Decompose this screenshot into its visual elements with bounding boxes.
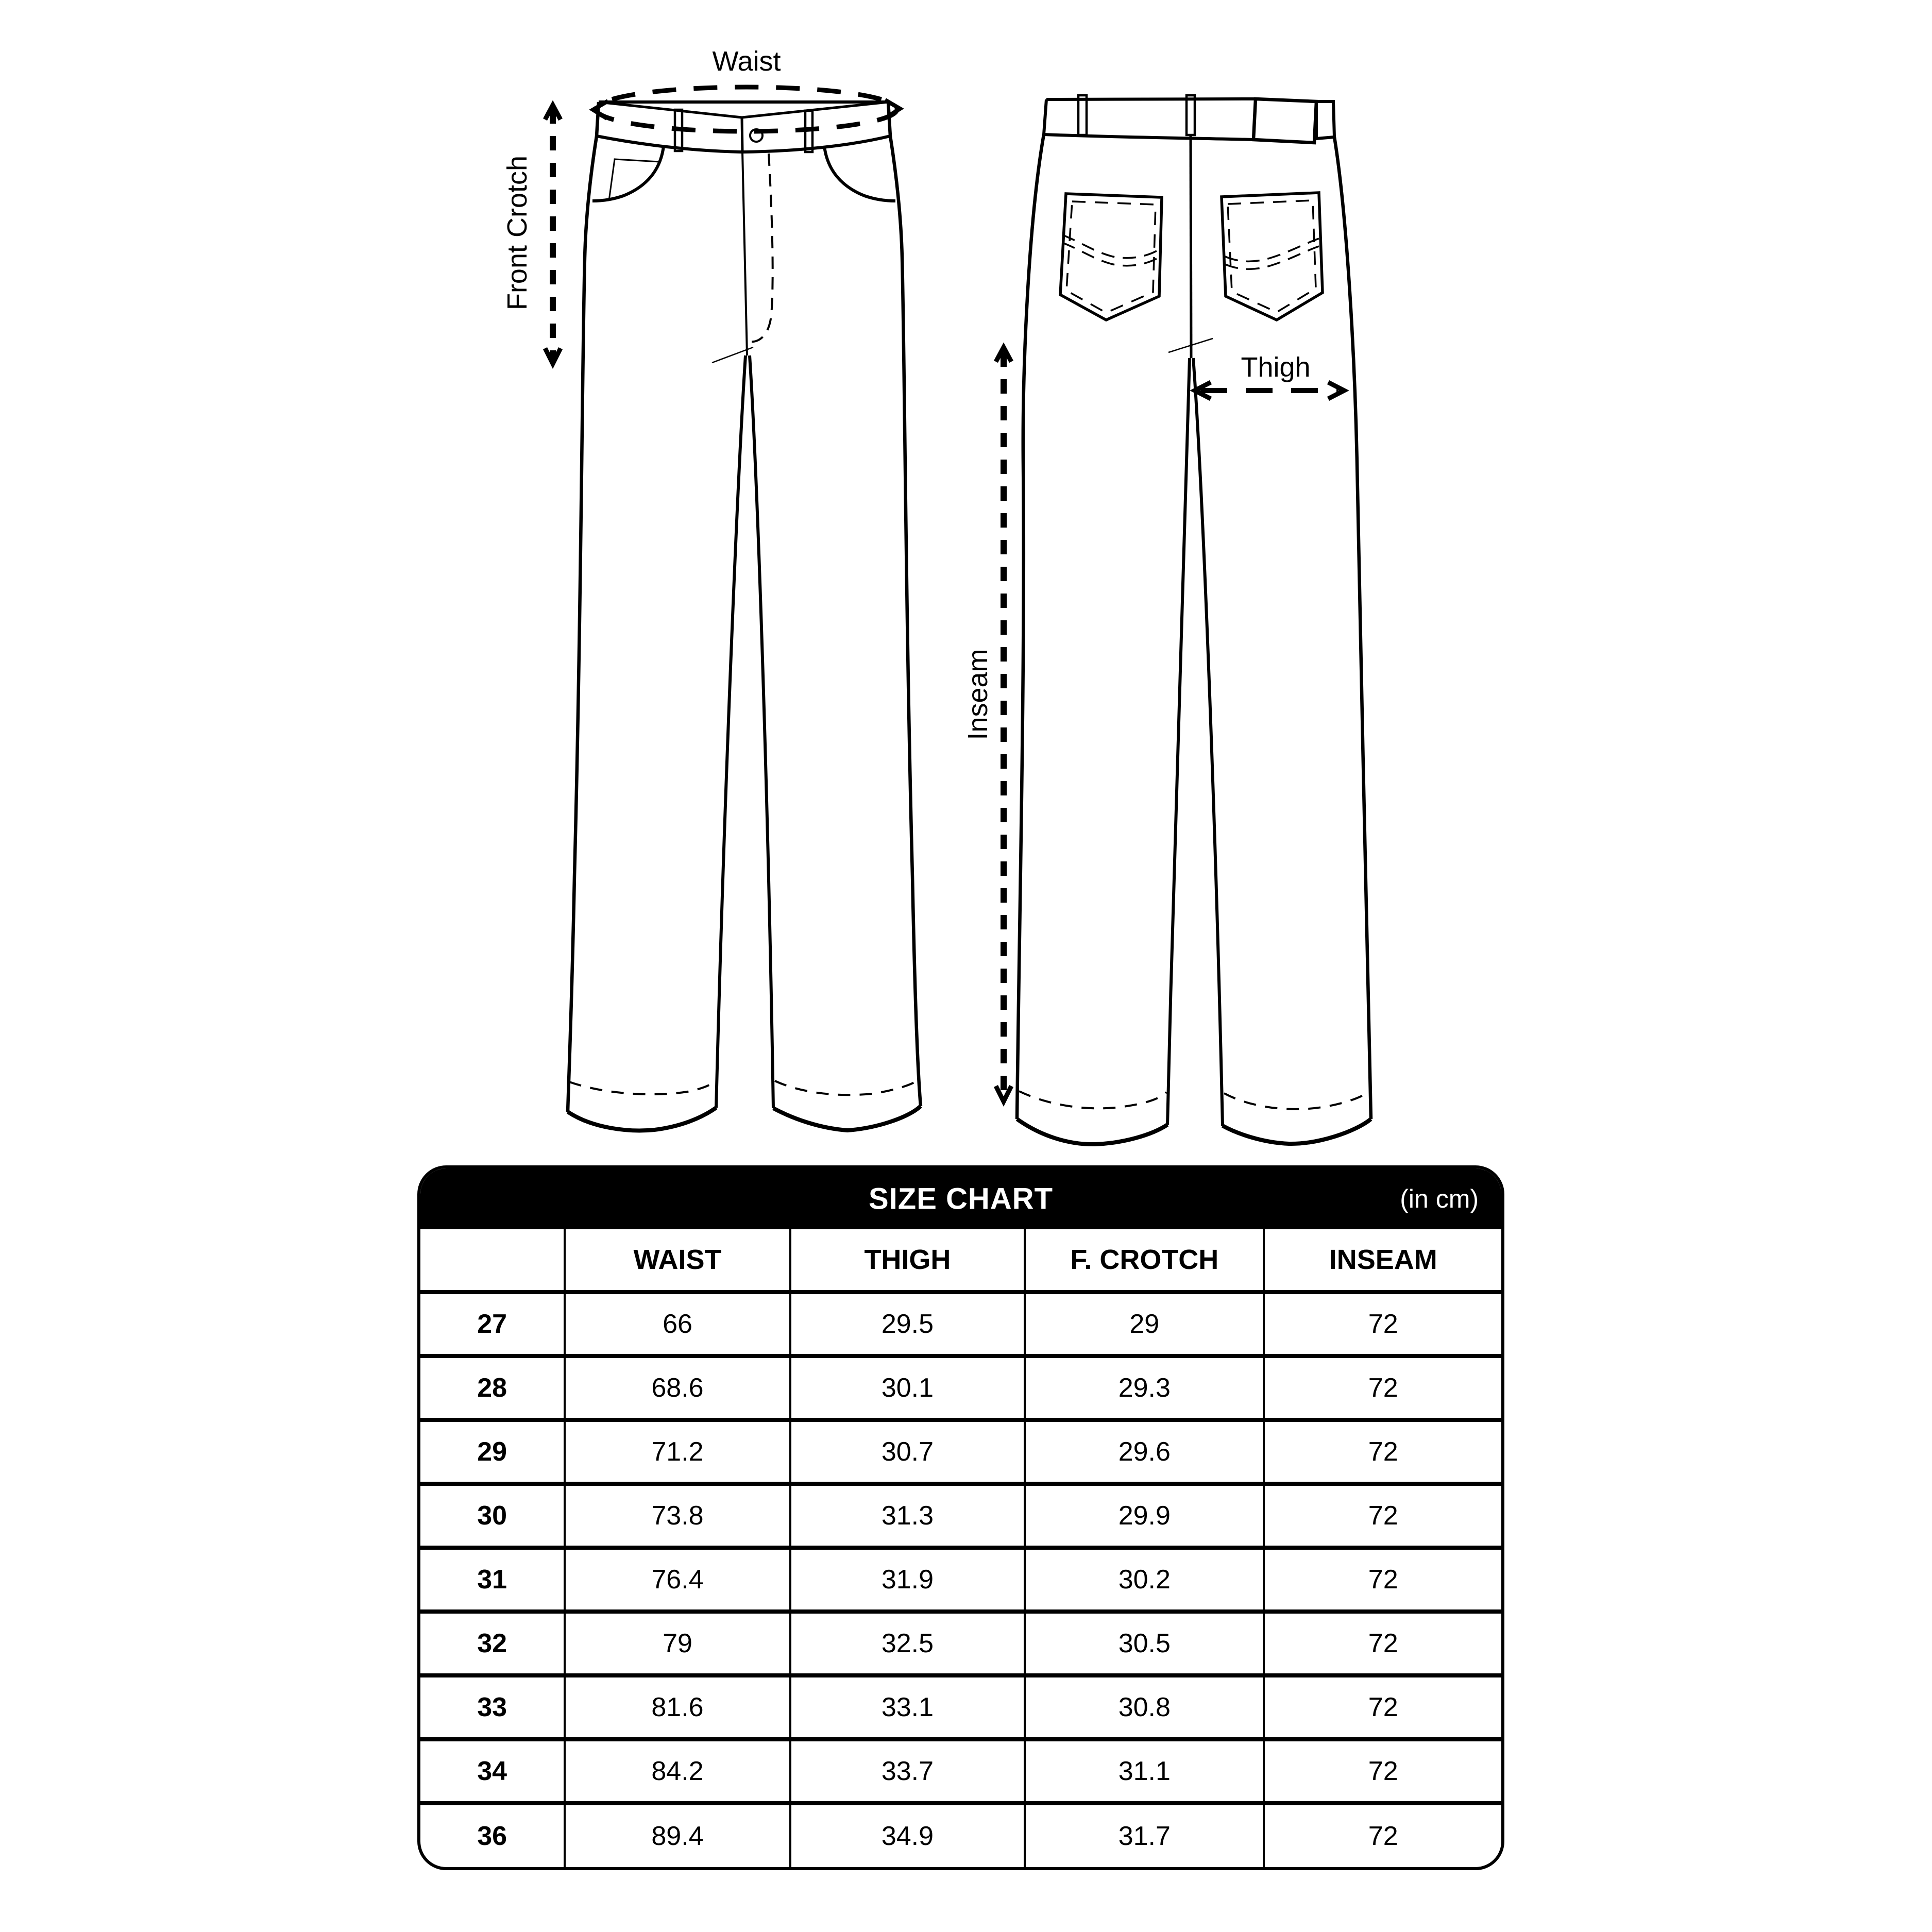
front-left-pocket-curve [592,146,664,201]
fcrotch-value: 29.9 [1025,1484,1264,1548]
front-right-hem [773,1106,921,1130]
waist-value: 68.6 [565,1356,790,1420]
front-fly-stitch-dashed [746,154,773,342]
back-belt-loop-left [1078,95,1087,135]
size-value: 29 [477,1437,507,1467]
waist-value: 71.2 [565,1420,790,1484]
inseam-value: 72 [1264,1548,1501,1612]
table-row [420,1612,1501,1675]
size-chart-title: SIZE CHART [869,1182,1053,1216]
back-pocket-left-wave-1 [1062,235,1160,258]
waist-value: 89.4 [565,1803,790,1867]
back-left-hem [1017,1119,1167,1144]
front-left-pocket-bag-lines [609,159,659,200]
fcrotch-value: 29.6 [1025,1420,1264,1484]
fcrotch-value: 29.3 [1025,1356,1264,1420]
fcrotch-value: 30.5 [1025,1612,1264,1675]
thigh-value: 29.5 [790,1292,1025,1356]
size-value: 32 [477,1629,507,1658]
thigh-value: 31.3 [790,1484,1025,1548]
size-value: 31 [477,1565,507,1595]
size-chart-header-bar [420,1168,1501,1229]
back-pocket-left-stitch [1066,201,1156,313]
waist-value: 79 [565,1612,790,1675]
back-view-drawing [1017,95,1371,1144]
front-waistband-top-edge [599,102,888,117]
size-value: 30 [477,1501,507,1531]
table-row [420,1803,1501,1867]
inseam-value: 72 [1264,1612,1501,1675]
table-row [420,1356,1501,1420]
front-right-hem-stitch [775,1079,919,1095]
inseam-value: 72 [1264,1356,1501,1420]
table-row [420,1420,1501,1484]
table-row [420,1292,1501,1356]
size-value: 34 [477,1756,507,1786]
back-right-outer-seam [1334,137,1371,1119]
fcrotch-value: 30.2 [1025,1548,1264,1612]
thigh-value: 32.5 [790,1612,1025,1675]
back-belt-loop-center [1187,95,1195,135]
column-header-waist: WAIST [565,1229,790,1292]
size-value: 27 [477,1309,507,1339]
back-waistband-left-edge [1044,99,1046,134]
back-right-hem-stitch [1224,1091,1369,1109]
inseam-value: 72 [1264,1675,1501,1739]
waist-measure-ellipse [596,87,897,131]
thigh-value: 30.1 [790,1356,1025,1420]
front-left-outer-seam [568,102,599,1112]
thigh-value: 33.1 [790,1675,1025,1739]
front-right-pocket-curve [824,146,895,201]
column-header-row [420,1229,1501,1292]
size-value: 28 [477,1373,507,1403]
inseam-measurement-label: Inseam [962,649,993,740]
back-right-hem [1223,1119,1371,1144]
thigh-measurement-label: Thigh [1241,352,1311,383]
thigh-value: 30.7 [790,1420,1025,1484]
front-crotch-arrow [545,105,561,364]
front-left-inseam [716,355,745,1108]
waist-arrowhead-left [593,101,608,118]
back-waistband-end [1316,101,1334,139]
inseam-value: 72 [1264,1739,1501,1803]
table-row [420,1548,1501,1612]
back-left-hem-stitch [1019,1091,1166,1108]
waist-value: 66 [565,1292,790,1356]
column-header-fcrotch: F. CROTCH [1025,1229,1264,1292]
fcrotch-value: 30.8 [1025,1675,1264,1739]
back-pocket-left-wave-2 [1062,243,1160,266]
fcrotch-value: 31.1 [1025,1739,1264,1803]
front-right-outer-seam [888,102,921,1106]
front-center-seam [742,152,747,355]
waist-value: 76.4 [565,1548,790,1612]
back-pocket-right-stitch [1228,200,1316,312]
thigh-arrowhead-right [1328,382,1344,399]
waist-value: 73.8 [565,1484,790,1548]
size-value: 36 [477,1821,507,1851]
inseam-arrow [996,347,1011,1101]
waist-value: 81.6 [565,1675,790,1739]
inseam-value: 72 [1264,1803,1501,1867]
size-chart-unit-note: (in cm) [1400,1184,1479,1213]
table-row [420,1739,1501,1803]
size-value: 33 [477,1692,507,1722]
table-row [420,1484,1501,1548]
inseam-value: 72 [1264,1484,1501,1548]
fcrotch-value: 29 [1025,1292,1264,1356]
back-waistband-patch [1253,99,1316,143]
front-view-drawing [568,87,921,1130]
back-left-outer-seam [1017,134,1044,1119]
back-right-inseam [1193,358,1223,1126]
waist-measurement-label: Waist [712,46,781,77]
thigh-arrow [1195,382,1344,399]
front-waist-inside-fill [599,102,888,117]
front-left-hem [568,1108,716,1130]
column-header-inseam: INSEAM [1264,1229,1501,1292]
front-left-hem-stitch [569,1081,716,1094]
thigh-value: 31.9 [790,1548,1025,1612]
inseam-value: 72 [1264,1292,1501,1356]
back-left-inseam [1167,358,1190,1125]
table-row [420,1675,1501,1739]
column-header-thigh: THIGH [790,1229,1025,1292]
front-right-inseam [750,355,773,1108]
thigh-value: 34.9 [790,1803,1025,1867]
column-header-size [420,1229,565,1292]
back-pocket-right-wave-1 [1225,239,1319,261]
back-waistband-bottom [1044,134,1253,140]
inseam-value: 72 [1264,1420,1501,1484]
back-pocket-right [1222,193,1323,320]
size-chart-table [417,1165,1504,1870]
thigh-value: 33.7 [790,1739,1025,1803]
fcrotch-value: 31.7 [1025,1803,1264,1867]
waist-value: 84.2 [565,1739,790,1803]
front-crotch-measurement-label: Front Crotch [502,155,533,311]
size-chart-grid [420,1229,1501,1867]
